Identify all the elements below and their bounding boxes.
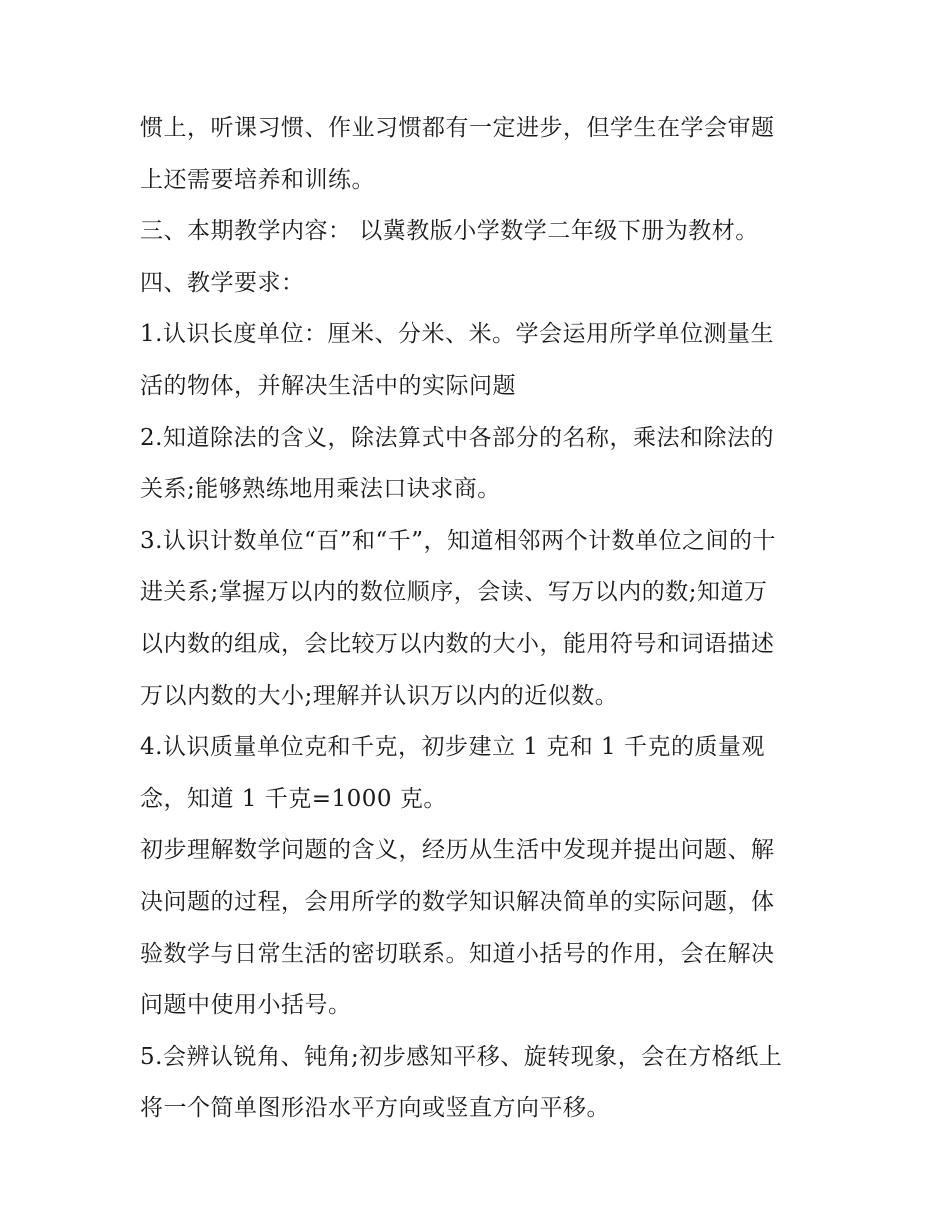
text-line: 3.认识计数单位“百”和“千”，知道相邻两个计数单位之间的十 bbox=[140, 527, 776, 554]
requirement-item-1 bbox=[140, 309, 820, 412]
section-heading: 四、教学要求： bbox=[140, 269, 305, 296]
text-line: 关系;能够熟练地用乘法口诀求商。 bbox=[140, 476, 501, 503]
paragraph-section-3-content bbox=[140, 206, 820, 258]
text-line: 万以内数的大小;理解并认识万以内的近似数。 bbox=[140, 682, 619, 709]
requirement-item-4 bbox=[140, 722, 820, 825]
text-line: 决问题的过程，会用所学的数学知识解决简单的实际问题，体 bbox=[140, 888, 775, 915]
paragraph-section-4-heading bbox=[140, 258, 820, 310]
requirement-item-2 bbox=[140, 413, 820, 516]
text-line: 2.知道除法的含义，除法算式中各部分的名称，乘法和除法的 bbox=[140, 424, 774, 451]
document-body bbox=[140, 103, 820, 1135]
requirement-item-5 bbox=[140, 1032, 820, 1135]
text-line: 4.认识质量单位克和千克，初步建立 1 克和 1 千克的质量观 bbox=[140, 734, 765, 761]
text-line: 1.认识长度单位：厘米、分米、米。学会运用所学单位测量生 bbox=[140, 321, 774, 348]
section-heading: 三、本期教学内容： 以冀教版小学数学二年级下册为教材。 bbox=[140, 218, 759, 245]
text-line: 初步理解数学问题的含义，经历从生活中发现并提出问题、解 bbox=[140, 837, 775, 864]
requirement-item-3 bbox=[140, 516, 820, 722]
text-line: 上还需要培养和训练。 bbox=[140, 166, 375, 193]
requirement-problem-solving bbox=[140, 825, 820, 1031]
text-line: 5.会辨认锐角、钝角;初步感知平移、旋转现象，会在方格纸上 bbox=[140, 1043, 783, 1070]
paragraph-habits-continued bbox=[140, 103, 820, 206]
text-line: 验数学与日常生活的密切联系。知道小括号的作用，会在解决 bbox=[140, 940, 775, 967]
text-line: 活的物体，并解决生活中的实际问题 bbox=[140, 372, 516, 399]
text-line: 以内数的组成，会比较万以内数的大小，能用符号和词语描述 bbox=[140, 630, 775, 657]
text-line: 问题中使用小括号。 bbox=[140, 992, 352, 1019]
text-line: 将一个简单图形沿水平方向或竖直方向平移。 bbox=[140, 1095, 610, 1122]
text-line: 惯上，听课习惯、作业习惯都有一定进步，但学生在学会审题 bbox=[140, 115, 775, 141]
text-line: 念，知道 1 千克=1000 克。 bbox=[140, 785, 447, 812]
text-line: 进关系;掌握万以内的数位顺序，会读、写万以内的数;知道万 bbox=[140, 579, 768, 606]
